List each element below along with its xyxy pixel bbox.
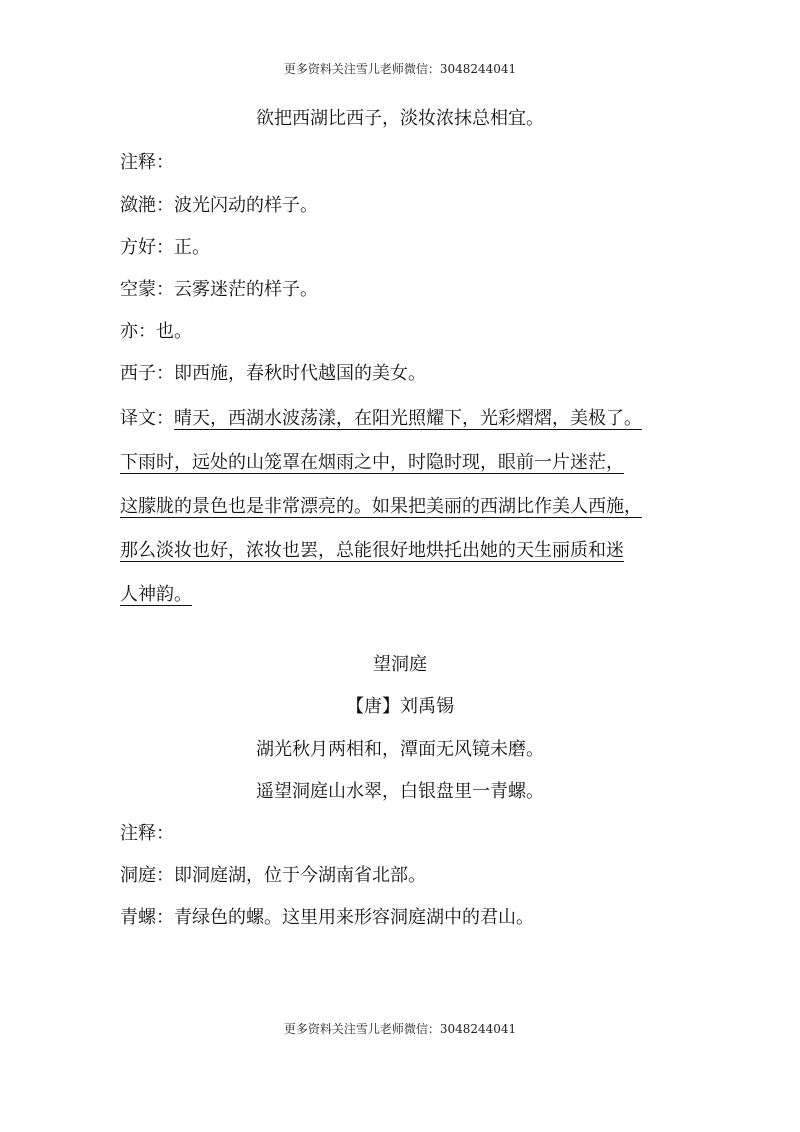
- poem1-last-line: 欲把西湖比西子，淡妆浓抹总相宜。: [256, 108, 544, 129]
- poem2-author: 【唐】刘禹锡: [346, 696, 454, 717]
- translation-line: 那么淡妆也好，浓妆也罢，总能很好地烘托出她的天生丽质和迷: [120, 540, 624, 561]
- translation-label: 译文：: [120, 408, 174, 429]
- poem2-line: 遥望洞庭山水翠，白银盘里一青螺。: [256, 781, 544, 802]
- note-item: 方好：正。: [120, 237, 210, 258]
- note-item: 空蒙：云雾迷茫的样子。: [120, 279, 318, 300]
- poem2-line: 湖光秋月两相和，潭面无风镜未磨。: [256, 739, 544, 760]
- translation-block: [120, 397, 705, 617]
- page-header: 更多资料关注雪儿老师微信：3048244041: [283, 62, 517, 76]
- notes2-label: 注释：: [120, 823, 174, 844]
- page-footer: 更多资料关注雪儿老师微信：3048244041: [283, 1022, 517, 1036]
- note-item: 潋滟：波光闪动的样子。: [120, 195, 318, 216]
- translation-line: 这朦胧的景色也是非常漂亮的。如果把美丽的西湖比作美人西施，: [120, 496, 642, 517]
- poem2-title: 望洞庭: [373, 654, 427, 675]
- translation-row: [120, 441, 705, 485]
- translation-row: [120, 529, 705, 573]
- translation-row: [120, 485, 705, 529]
- note-item: 西子：即西施，春秋时代越国的美女。: [120, 363, 426, 384]
- note-item: 洞庭：即洞庭湖，位于今湖南省北部。: [120, 865, 426, 886]
- translation-line: 晴天，西湖水波荡漾，在阳光照耀下，光彩熠熠，美极了。: [174, 408, 642, 429]
- note-item: 青螺：青绿色的螺。这里用来形容洞庭湖中的君山。: [120, 907, 534, 928]
- translation-line: 下雨时，远处的山笼罩在烟雨之中，时隐时现，眼前一片迷茫，: [120, 452, 624, 473]
- translation-line: 人神韵。: [120, 584, 192, 605]
- note-item: 亦：也。: [120, 321, 192, 342]
- translation-row: [120, 573, 705, 617]
- notes1-label: 注释：: [120, 152, 174, 173]
- translation-row: [120, 397, 705, 441]
